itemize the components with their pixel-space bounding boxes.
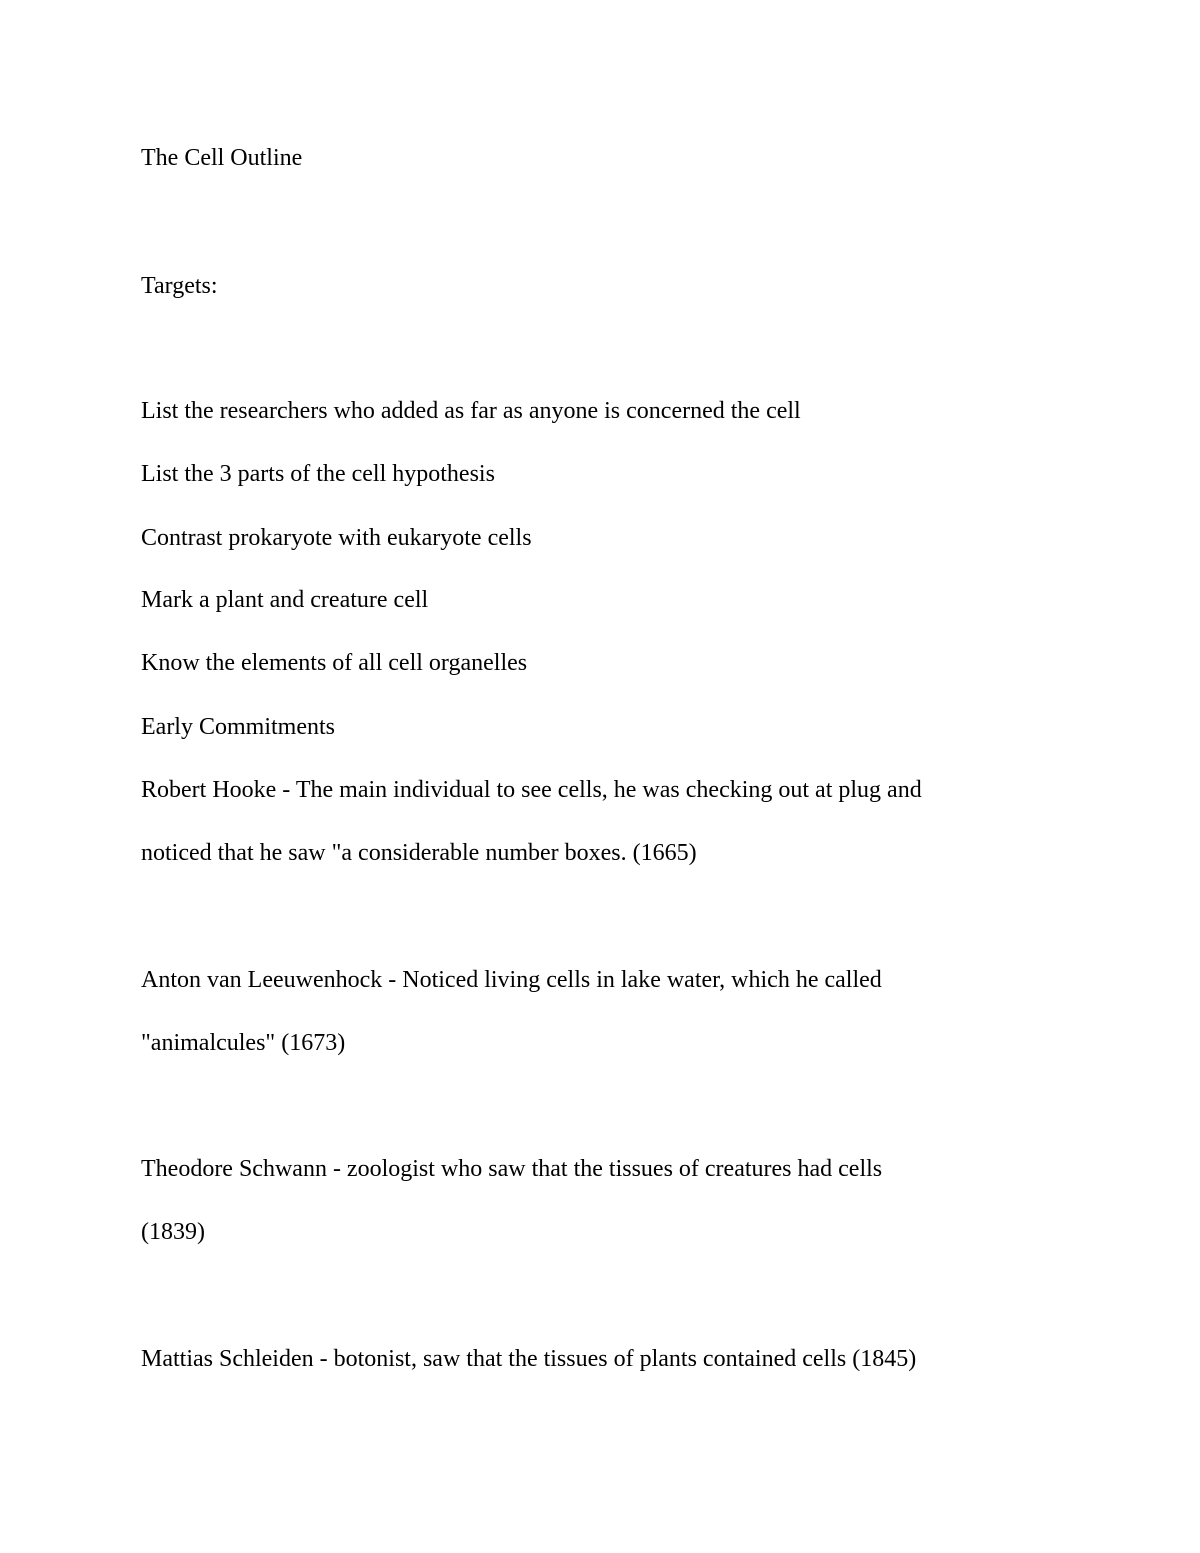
target-item: List the 3 parts of the cell hypothesis	[141, 461, 495, 487]
entry-leeuwenhock-line2: "animalcules" (1673)	[141, 1030, 346, 1056]
entry-schwann-line1: Theodore Schwann - zoologist who saw that the tissues of creatures had cells	[141, 1156, 883, 1182]
targets-heading: Targets:	[141, 273, 218, 299]
target-item: Know the elements of all cell organelles	[141, 650, 528, 676]
section-heading: Early Commitments	[141, 714, 335, 740]
target-item: Mark a plant and creature cell	[141, 587, 429, 613]
document-title: The Cell Outline	[141, 145, 303, 171]
entry-leeuwenhock-line1: Anton van Leeuwenhock - Noticed living cells in lake water, which he called	[141, 967, 882, 993]
entry-robert-hooke-line2: noticed that he saw "a considerable number boxes. (1665)	[141, 840, 697, 866]
entry-robert-hooke-line1: Robert Hooke - The main individual to see cells, he was checking out at plug and	[141, 777, 922, 803]
target-item: Contrast prokaryote with eukaryote cells	[141, 525, 532, 551]
target-item: List the researchers who added as far as anyone is concerned the cell	[141, 398, 801, 424]
entry-schleiden-line1: Mattias Schleiden - botonist, saw that the tissues of plants contained cells (1845)	[141, 1346, 917, 1372]
entry-schwann-line2: (1839)	[141, 1219, 205, 1245]
